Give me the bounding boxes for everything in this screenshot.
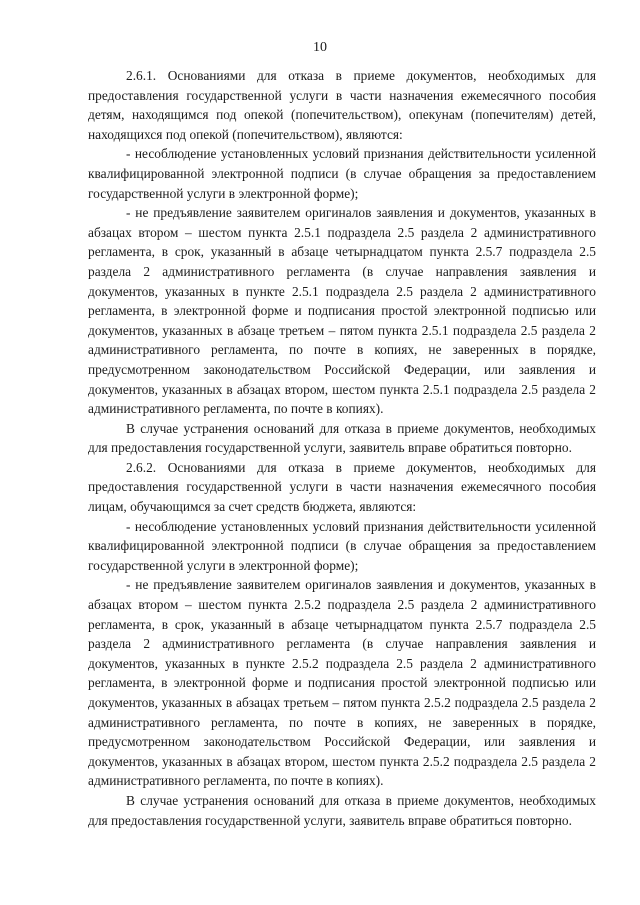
paragraph-2-6-2: 2.6.2. Основаниями для отказа в приеме документов, необходимых для предоставления государственной услуги в части назначения ежемесячного пособия лицам, обучающимся за счет средств бюджета, являются: [88,459,596,515]
paragraph-2-6-1: 2.6.1. Основаниями для отказа в приеме документов, необходимых для предоставления государственной услуги в части назначения ежемесячного пособия детям, находящимся под опекой (попечительством), опекунам (попечителям) детей, находящихся под опекой (попечительством), являются: [88,68,596,142]
paragraph-originals-condition-2: - не предъявление заявителем оригиналов заявления и документов, указанных в абзацах втором – шестом пункта 2.5.2 подраздела 2.5 раздела 2 административного регламента, в срок, указанный в абзаце четырнадцатом пункта 2.5.7 подраздела 2.5 раздела 2 административного регламента (в случае направления заявления и документов, указанных в пункте 2.5.2 подраздела 2.5 раздела 2 административного регламента, в электронной форме и подписания простой электронной подписью или документов, указанных в абзацах третьем – пятом пункта 2.5.2 подраздела 2.5 раздела 2 административного регламента, по почте в копиях, не заверенных в порядке, предусмотренном законодательством Российской Федерации, или заявления и документов, указанных в абзацах втором, шестом пункта 2.5.2 подраздела 2.5 раздела 2 административного регламента, по почте в копиях). [88,577,596,789]
document-body [88,66,596,830]
paragraph-signature-condition-2: - несоблюдение установленных условий признания действительности усиленной квалифицированной электронной подписи (в случае обращения за предоставлением государственной услуги в электронной форме); [88,518,596,573]
paragraph-reapply-note: В случае устранения оснований для отказа в приеме документов, необходимых для предоставления государственной услуги, заявитель вправе обратиться повторно. [88,420,596,456]
paragraph-signature-condition: - несоблюдение установленных условий признания действительности усиленной квалифицированной электронной подписи (в случае обращения за предоставлением государственной услуги в электронной форме); [88,146,596,201]
paragraph-originals-condition: - не предъявление заявителем оригиналов заявления и документов, указанных в абзацах втором – шестом пункта 2.5.1 подраздела 2.5 раздела 2 административного регламента, в срок, указанный в абзаце четырнадцатом пункта 2.5.7 подраздела 2.5 раздела 2 административного регламента (в случае направления заявления и документов, указанных в пункте 2.5.1 подраздела 2.5 раздела 2 административного регламента, в электронной форме и подписания простой электронной подписью или документов, указанных в абзаце третьем – пятом пункта 2.5.1 подраздела 2.5 раздела 2 административного регламента, по почте в копиях, не заверенных в порядке, предусмотренном законодательством Российской Федерации, или заявления и документов, указанных в абзацах втором, шестом пункта 2.5.1 подраздела 2.5 раздела 2 административного регламента, по почте в копиях). [88,205,596,417]
page-number: 10 [313,40,327,55]
paragraph-reapply-note-2: В случае устранения оснований для отказа в приеме документов, необходимых для предоставления государственной услуги, заявитель вправе обратиться повторно. [88,792,596,828]
